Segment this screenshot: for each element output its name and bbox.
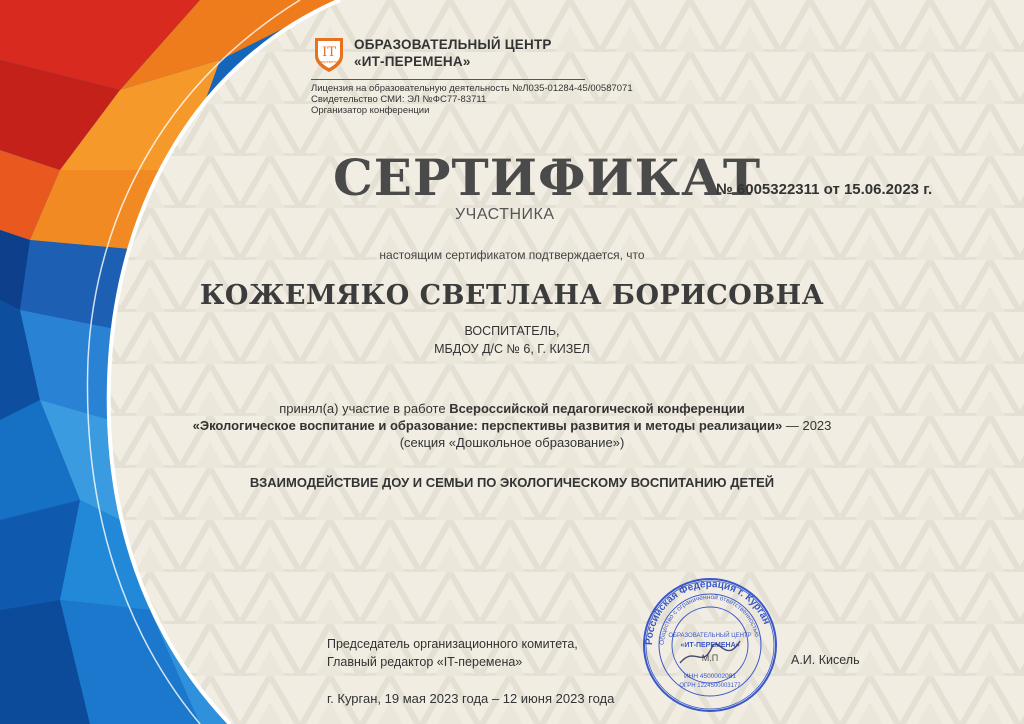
stamp-center-line2: «ИТ-ПЕРЕМЕНА» bbox=[680, 642, 740, 649]
participation-event: Всероссийской педагогической конференции bbox=[449, 401, 745, 416]
media-cert-text: Свидетельство СМИ: ЭЛ №ФС77-83711 bbox=[311, 94, 487, 105]
participation-year: — 2023 bbox=[782, 418, 832, 433]
organization-meta bbox=[311, 83, 633, 116]
certificate-subtitle: УЧАСТНИКА bbox=[455, 206, 555, 223]
participation-section: (секция «Дошкольное образование») bbox=[399, 435, 625, 450]
stamp-inner-text: Общество с ограниченной ответственностью bbox=[658, 593, 761, 646]
stamp-inn: ИНН 4500002081 bbox=[683, 673, 737, 680]
stamp-mp: М.П bbox=[701, 653, 719, 663]
participant-info bbox=[0, 322, 1024, 358]
logo-text: IT bbox=[322, 45, 336, 60]
participation-line2 bbox=[0, 417, 1024, 434]
participation-line1 bbox=[0, 400, 1024, 417]
chair-title bbox=[327, 635, 578, 671]
chair-line1: Председатель организационного комитета, bbox=[327, 637, 578, 651]
left-decoration bbox=[0, 0, 360, 724]
place-date: г. Курган, 19 мая 2023 года – 12 июня 2023 года bbox=[327, 691, 615, 706]
stamp-ogrn: ОГРН 1224500003177 bbox=[679, 683, 741, 689]
participation-text bbox=[0, 400, 1024, 451]
chair-line2: Главный редактор «IT-перемена» bbox=[327, 655, 523, 669]
confirm-text: настоящим сертификатом подтверждается, что bbox=[379, 248, 645, 262]
certificate-number: № 6005322311 от 15.06.2023 г. bbox=[716, 181, 933, 198]
organization-name-line1: ОБРАЗОВАТЕЛЬНЫЙ ЦЕНТР bbox=[354, 37, 552, 52]
organization-name bbox=[354, 36, 552, 70]
header-divider bbox=[311, 79, 585, 80]
logo-subtext: перемена bbox=[319, 59, 339, 64]
stamp-center-line1: ОБРАЗОВАТЕЛЬНЫЙ ЦЕНТР bbox=[668, 633, 752, 639]
signer-name: А.И. Кисель bbox=[791, 653, 860, 667]
participation-theme: «Экологическое воспитание и образование: перспективы развития и методы реализации» bbox=[192, 418, 783, 433]
official-stamp bbox=[640, 575, 780, 715]
organization-logo bbox=[311, 34, 347, 74]
participant-name: КОЖЕМЯКО СВЕТЛАНА БОРИСОВНА bbox=[199, 280, 825, 311]
report-topic: ВЗАИМОДЕЙСТВИЕ ДОУ И СЕМЬИ ПО ЭКОЛОГИЧЕСКОМУ ВОСПИТАНИЮ ДЕТЕЙ bbox=[249, 475, 775, 490]
organization-name-line2: «ИТ-ПЕРЕМЕНА» bbox=[354, 54, 471, 69]
organizer-role-text: Организатор конференции bbox=[311, 105, 430, 116]
license-text: Лицензия на образовательную деятельность №Л035-01284-45/00587071 bbox=[311, 83, 633, 94]
stamp-outer-text: Российская Федерация г. Курган bbox=[643, 578, 772, 646]
participation-prefix: принял(а) участие в работе bbox=[279, 401, 450, 416]
participant-workplace: МБДОУ Д/С № 6, Г. КИЗЕЛ bbox=[434, 342, 590, 356]
certificate-title: СЕРТИФИКАТ bbox=[333, 148, 762, 207]
participant-position: ВОСПИТАТЕЛЬ, bbox=[464, 324, 560, 338]
